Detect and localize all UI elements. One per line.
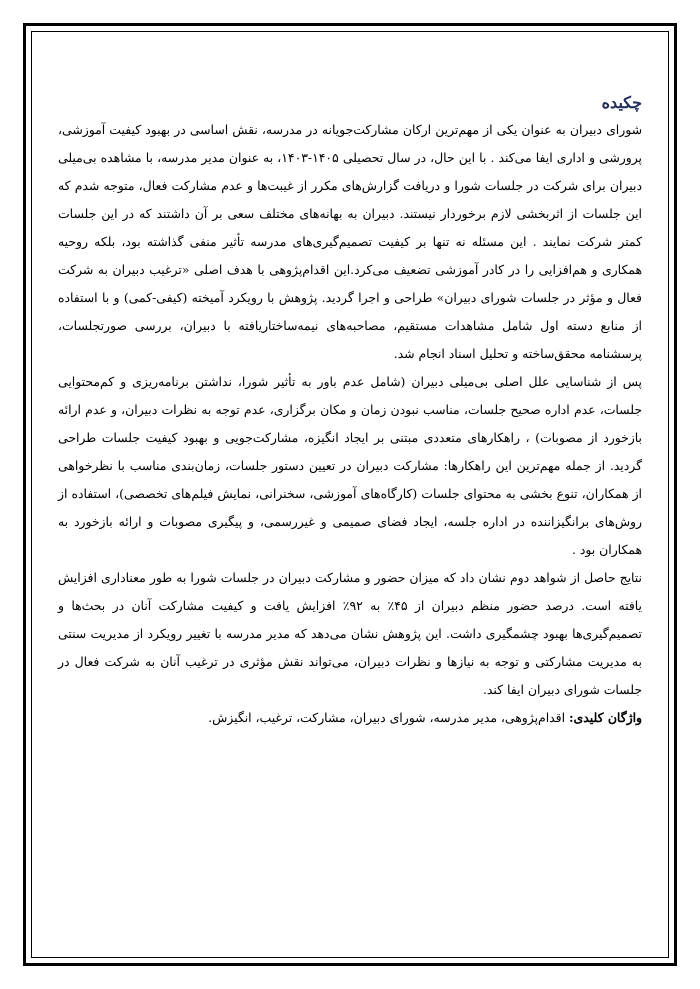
keywords-line [58,704,642,732]
abstract-paragraph-3: نتایج حاصل از شواهد دوم نشان داد که میزان حضور و مشارکت دبیران در جلسات شورا به طور معناداری افزایش یافته است. درصد حضور منظم دبیران از ۴۵٪ به ۹۲٪ افزایش یافت و کیفیت مشارکت آنان در بحث‌ها و تصمیم‌گیری‌ها بهبود چشمگیری داشت. این پژوهش نشان می‌دهد که مدیر مدرسه با تغییر رویکرد از مدیریت سنتی به مدیریت مشارکتی و توجه به نیازها و نظرات دبیران، می‌تواند نقش مؤثری در ترغیب آنان به شرکت فعال در جلسات شورای دبیران ایفا کند. [58,570,642,697]
abstract-paragraph-1: شورای دبیران به عنوان یکی از مهم‌ترین ارکان مشارکت‌جویانه در مدرسه، نقش اساسی در بهبود کیفیت آموزشی، پرورشی و اداری ایفا می‌کند . با این حال، در سال تحصیلی ۱۴۰۵-۱۴۰۳، به عنوان مدیر مدرسه، با مشاهده بی‌میلی دبیران برای شرکت در جلسات شورا و دریافت گزارش‌های مکرر از غیبت‌ها و عدم مشارکت فعال، متوجه شدم که این جلسات از اثربخشی لازم برخوردار نیستند. دبیران به بهانه‌های مختلف سعی بر آن داشتند که در این جلسات کمتر شرکت نمایند . این مسئله نه تنها بر کیفیت تصمیم‌گیری‌های مدرسه تأثیر منفی گذاشته بود، بلکه روحیه همکاری و هم‌افزایی را در کادر آموزشی تضعیف می‌کرد.این اقدام‌پژوهی با هدف اصلی «ترغیب دبیران به شرکت فعال و مؤثر در جلسات شورای دبیران» طراحی و اجرا گردید. پژوهش با رویکرد آمیخته (کیفی-کمی) و با استفاده از منابع دسته اول شامل مشاهدات مستقیم، مصاحبه‌های نیمه‌ساختاریافته با دبیران، بررسی صورتجلسات، پرسشنامه محقق‌ساخته و تحلیل اسناد انجام شد. [58,122,642,361]
abstract-section [58,92,642,732]
abstract-paragraph-2: پس از شناسایی علل اصلی بی‌میلی دبیران (شامل عدم باور به تأثیر شورا، نداشتن برنامه‌ریزی و کم‌محتوایی جلسات، عدم اداره صحیح جلسات، مناسب نبودن زمان و مکان برگزاری، عدم توجه به نظرات دبیران، و عدم ارائه بازخورد از مصوبات) ، راهکارهای متعددی مبتنی بر ایجاد انگیزه، مشارکت‌جویی و بهبود کیفیت جلسات طراحی گردید. از جمله مهم‌ترین این راهکارها: مشارکت دبیران در تعیین دستور جلسات، زمان‌بندی مناسب با نظرخواهی از همکاران، تنوع بخشی به محتوای جلسات (کارگاه‌های آموزشی، سخنرانی، نمایش فیلم‌های تخصصی)، استفاده از روش‌های برانگیزاننده در اداره جلسه، ایجاد فضای صمیمی و غیررسمی، و پیگیری مصوبات و ارائه بازخورد به همکاران بود . [58,374,642,557]
keywords-label: واژگان کلیدی: [568,710,642,725]
keywords-text: اقدام‌پژوهی، مدیر مدرسه، شورای دبیران، مشارکت، ترغیب، انگیزش. [208,710,566,725]
abstract-title: چکیده [601,93,642,112]
